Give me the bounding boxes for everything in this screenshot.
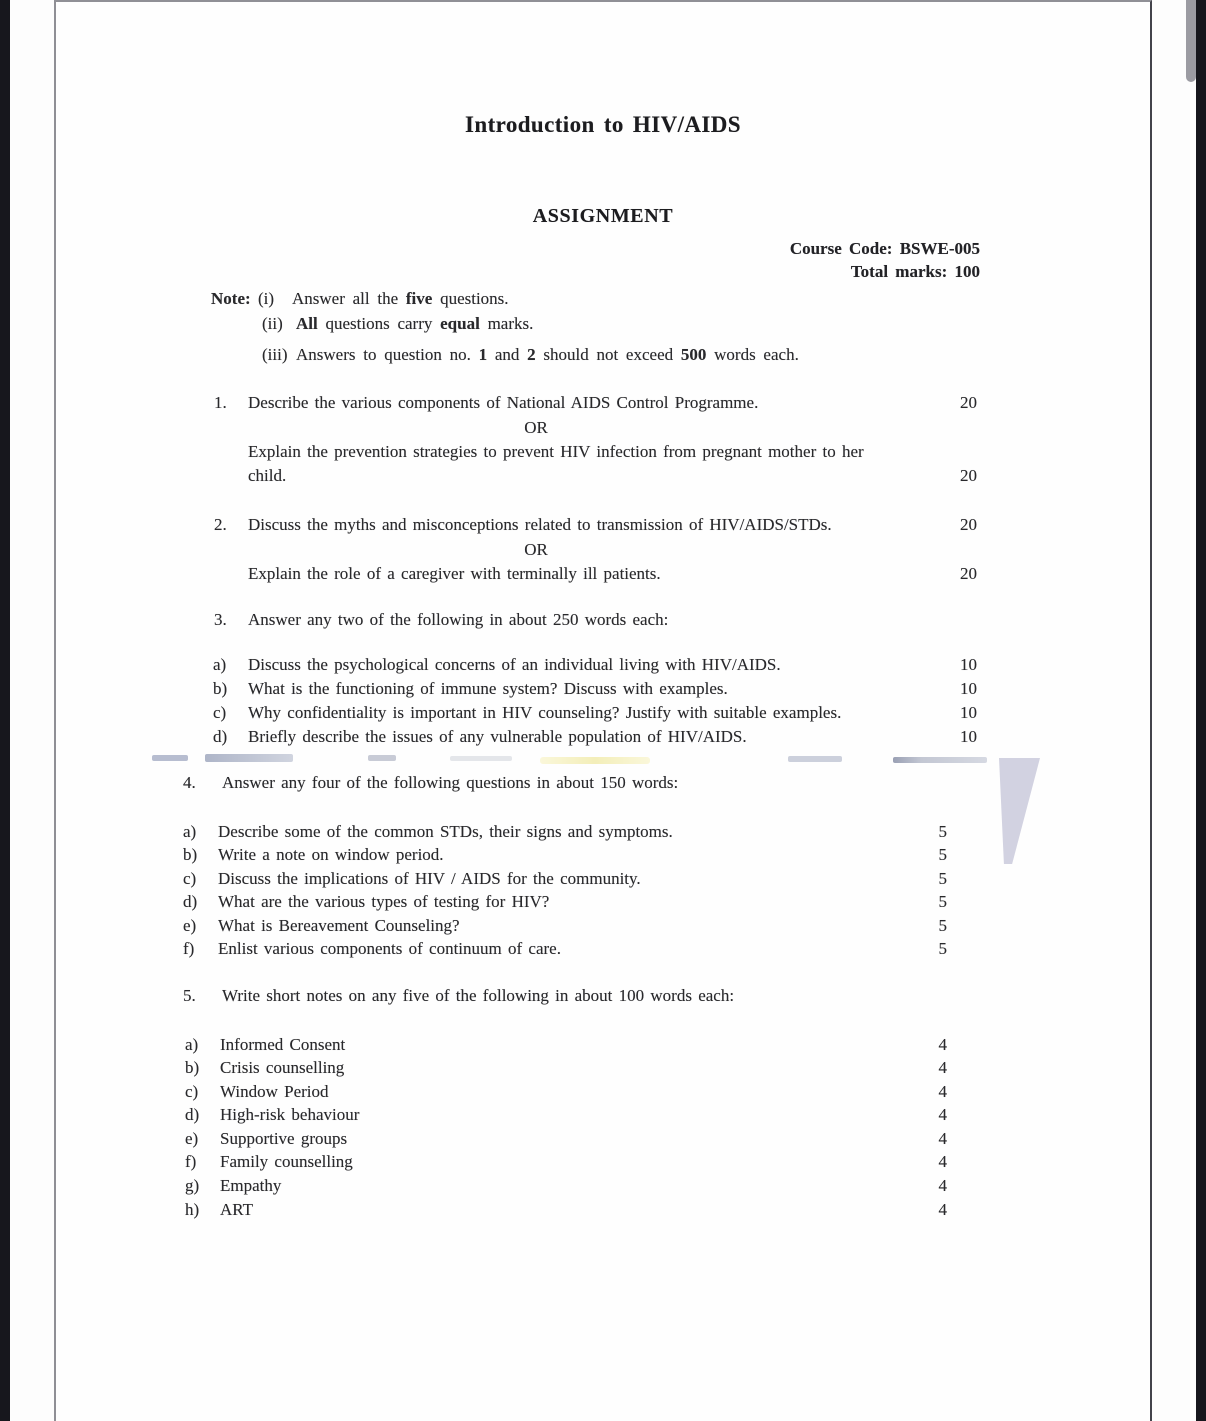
- item-letter: d): [213, 727, 228, 746]
- render-artifact: [368, 755, 396, 761]
- item-text: High-risk behaviour: [220, 1105, 360, 1124]
- render-artifact: [788, 756, 842, 762]
- question-text: Explain the prevention strategies to prevent HIV infection from pregnant mother to her: [248, 442, 864, 461]
- note-text-segment-bold: 2: [527, 345, 536, 364]
- question-5-item-g: [185, 1175, 947, 1196]
- item-marks: 5: [938, 845, 947, 864]
- item-marks: 4: [938, 1200, 947, 1219]
- render-artifact-wedge: [999, 758, 1040, 864]
- question-5-item-b: [185, 1057, 947, 1078]
- item-text: Window Period: [220, 1082, 329, 1101]
- item-marks: 4: [938, 1058, 947, 1077]
- item-text: Crisis counselling: [220, 1058, 345, 1077]
- question-5-item-h: [185, 1199, 947, 1220]
- assignment-heading: [56, 206, 1150, 227]
- note-row-3: [262, 344, 1030, 365]
- question-4-item-a: [183, 821, 947, 842]
- render-artifact: [152, 755, 188, 761]
- item-letter: f): [183, 939, 195, 958]
- question-5-item-a: [185, 1034, 947, 1055]
- note-text: [292, 288, 1030, 309]
- item-letter: c): [183, 869, 197, 888]
- item-text: Briefly describe the issues of any vulnerable population of HIV/AIDS.: [248, 727, 747, 746]
- question-4-item-d: [183, 891, 947, 912]
- item-text: Write a note on window period.: [218, 845, 444, 864]
- note-row-2: [262, 313, 1030, 334]
- item-letter: e): [183, 916, 197, 935]
- item-letter: a): [183, 822, 197, 841]
- note-text-segment-bold: equal: [440, 314, 480, 333]
- question-marks: 20: [960, 466, 977, 485]
- note-text-segment: Answer all the: [292, 289, 406, 308]
- item-text: What is Bereavement Counseling?: [218, 916, 460, 935]
- note-text-segment: questions.: [432, 289, 509, 308]
- question-number: 4.: [183, 773, 196, 792]
- note-label: Note:: [211, 289, 251, 308]
- question-text: Describe the various components of National AIDS Control Programme.: [248, 393, 759, 412]
- item-letter: e): [185, 1129, 199, 1148]
- item-letter: b): [183, 845, 198, 864]
- question-text: Answer any two of the following in about 250 words each:: [248, 610, 669, 629]
- item-text: ART: [220, 1200, 253, 1219]
- note-marker: (ii): [262, 314, 283, 333]
- item-marks: 4: [938, 1105, 947, 1124]
- note-text-segment-bold: All: [296, 314, 318, 333]
- item-letter: a): [213, 655, 227, 674]
- or-label: OR: [524, 418, 548, 437]
- note-text: [296, 313, 1030, 334]
- question-3-item-c: [213, 702, 977, 723]
- scrollbar-thumb[interactable]: [1186, 0, 1196, 82]
- question-number: 5.: [183, 986, 196, 1005]
- item-marks: 5: [938, 822, 947, 841]
- item-marks: 4: [938, 1176, 947, 1195]
- item-marks: 5: [938, 939, 947, 958]
- note-text-segment: should not exceed: [535, 345, 681, 364]
- item-marks: 10: [960, 703, 977, 722]
- question-2-row: [214, 514, 977, 535]
- item-text: Informed Consent: [220, 1035, 346, 1054]
- question-5-item-f: [185, 1151, 947, 1172]
- page-title: [56, 114, 1150, 135]
- question-5-item-e: [185, 1128, 947, 1149]
- note-text-segment: Answers to question no.: [296, 345, 479, 364]
- note-text-segment: and: [487, 345, 528, 364]
- question-4-row: [183, 772, 977, 793]
- item-marks: 5: [938, 916, 947, 935]
- question-1-alt-row-1: [248, 441, 977, 462]
- note-text-segment-bold: five: [405, 289, 433, 308]
- note-text-segment-bold: 500: [680, 345, 707, 364]
- question-5-item-c: [185, 1081, 947, 1102]
- question-marks: 20: [960, 564, 977, 583]
- question-3-row: [214, 609, 977, 630]
- item-letter: h): [185, 1200, 200, 1219]
- question-3-item-a: [213, 654, 977, 675]
- page-title-text: Introduction to HIV/AIDS: [465, 112, 741, 137]
- item-marks: 4: [938, 1152, 947, 1171]
- render-artifact: [450, 756, 512, 761]
- item-letter: d): [183, 892, 198, 911]
- question-1-or-row: [481, 417, 591, 438]
- question-1-row: [214, 392, 977, 413]
- note-text: [296, 344, 1030, 365]
- note-text-segment: words each.: [706, 345, 799, 364]
- question-text: child.: [248, 466, 287, 485]
- item-letter: c): [213, 703, 227, 722]
- question-4-item-e: [183, 915, 947, 936]
- note-text-segment: marks.: [479, 314, 534, 333]
- right-gutter: [1152, 0, 1196, 1421]
- item-letter: d): [185, 1105, 200, 1124]
- item-letter: g): [185, 1176, 200, 1195]
- item-marks: 5: [938, 869, 947, 888]
- question-3-item-b: [213, 678, 977, 699]
- question-4-item-b: [183, 844, 947, 865]
- item-marks: 10: [960, 655, 977, 674]
- assignment-heading-text: ASSIGNMENT: [532, 205, 674, 227]
- item-marks: 10: [960, 727, 977, 746]
- question-text: Answer any four of the following questions in about 150 words:: [222, 773, 679, 792]
- item-text: Enlist various components of continuum of care.: [218, 939, 561, 958]
- question-text: Write short notes on any five of the following in about 100 words each:: [222, 986, 735, 1005]
- total-marks: Total marks: 100: [850, 262, 980, 281]
- question-text: Explain the role of a caregiver with terminally ill patients.: [248, 564, 661, 583]
- item-text: Family counselling: [220, 1152, 353, 1171]
- item-text: What are the various types of testing for HIV?: [218, 892, 550, 911]
- left-gutter: [10, 0, 54, 1421]
- render-artifact: [205, 754, 293, 762]
- question-5-row: [183, 985, 977, 1006]
- item-letter: b): [185, 1058, 200, 1077]
- item-text: Discuss the psychological concerns of an individual living with HIV/AIDS.: [248, 655, 781, 674]
- item-marks: 10: [960, 679, 977, 698]
- question-2-alt-row: [248, 563, 977, 584]
- note-text-segment-bold: 1: [478, 345, 488, 364]
- item-letter: f): [185, 1152, 197, 1171]
- item-text: Supportive groups: [220, 1129, 348, 1148]
- or-label: OR: [524, 540, 548, 559]
- question-text: Discuss the myths and misconceptions related to transmission of HIV/AIDS/STDs.: [248, 515, 832, 534]
- item-marks: 5: [938, 892, 947, 911]
- render-artifact: [540, 757, 650, 764]
- render-artifact: [893, 757, 987, 763]
- item-letter: c): [185, 1082, 199, 1101]
- item-text: Empathy: [220, 1176, 282, 1195]
- note-text-segment: questions carry: [317, 314, 441, 333]
- document-page: [54, 0, 1152, 1421]
- note-row-1: [211, 288, 1030, 309]
- item-text: Why confidentiality is important in HIV counseling? Justify with suitable examples.: [248, 703, 842, 722]
- question-marks: 20: [960, 515, 977, 534]
- note-marker: (iii): [262, 345, 288, 364]
- item-letter: a): [185, 1035, 199, 1054]
- question-1-alt-row-2: [248, 465, 977, 486]
- item-marks: 4: [938, 1035, 947, 1054]
- course-code: Course Code: BSWE-005: [789, 239, 980, 258]
- item-text: What is the functioning of immune system? Discuss with examples.: [248, 679, 728, 698]
- item-marks: 4: [938, 1129, 947, 1148]
- item-text: Describe some of the common STDs, their signs and symptoms.: [218, 822, 673, 841]
- item-marks: 4: [938, 1082, 947, 1101]
- question-number: 2.: [214, 515, 227, 534]
- question-4-item-c: [183, 868, 947, 889]
- note-marker: (i): [258, 289, 275, 308]
- question-4-item-f: [183, 938, 947, 959]
- item-text: Discuss the implications of HIV / AIDS for the community.: [218, 869, 641, 888]
- question-5-item-d: [185, 1104, 947, 1125]
- question-2-or-row: [481, 539, 591, 560]
- question-3-item-d: [213, 726, 977, 747]
- question-number: 1.: [214, 393, 227, 412]
- question-number: 3.: [214, 610, 227, 629]
- question-marks: 20: [960, 393, 977, 412]
- item-letter: b): [213, 679, 228, 698]
